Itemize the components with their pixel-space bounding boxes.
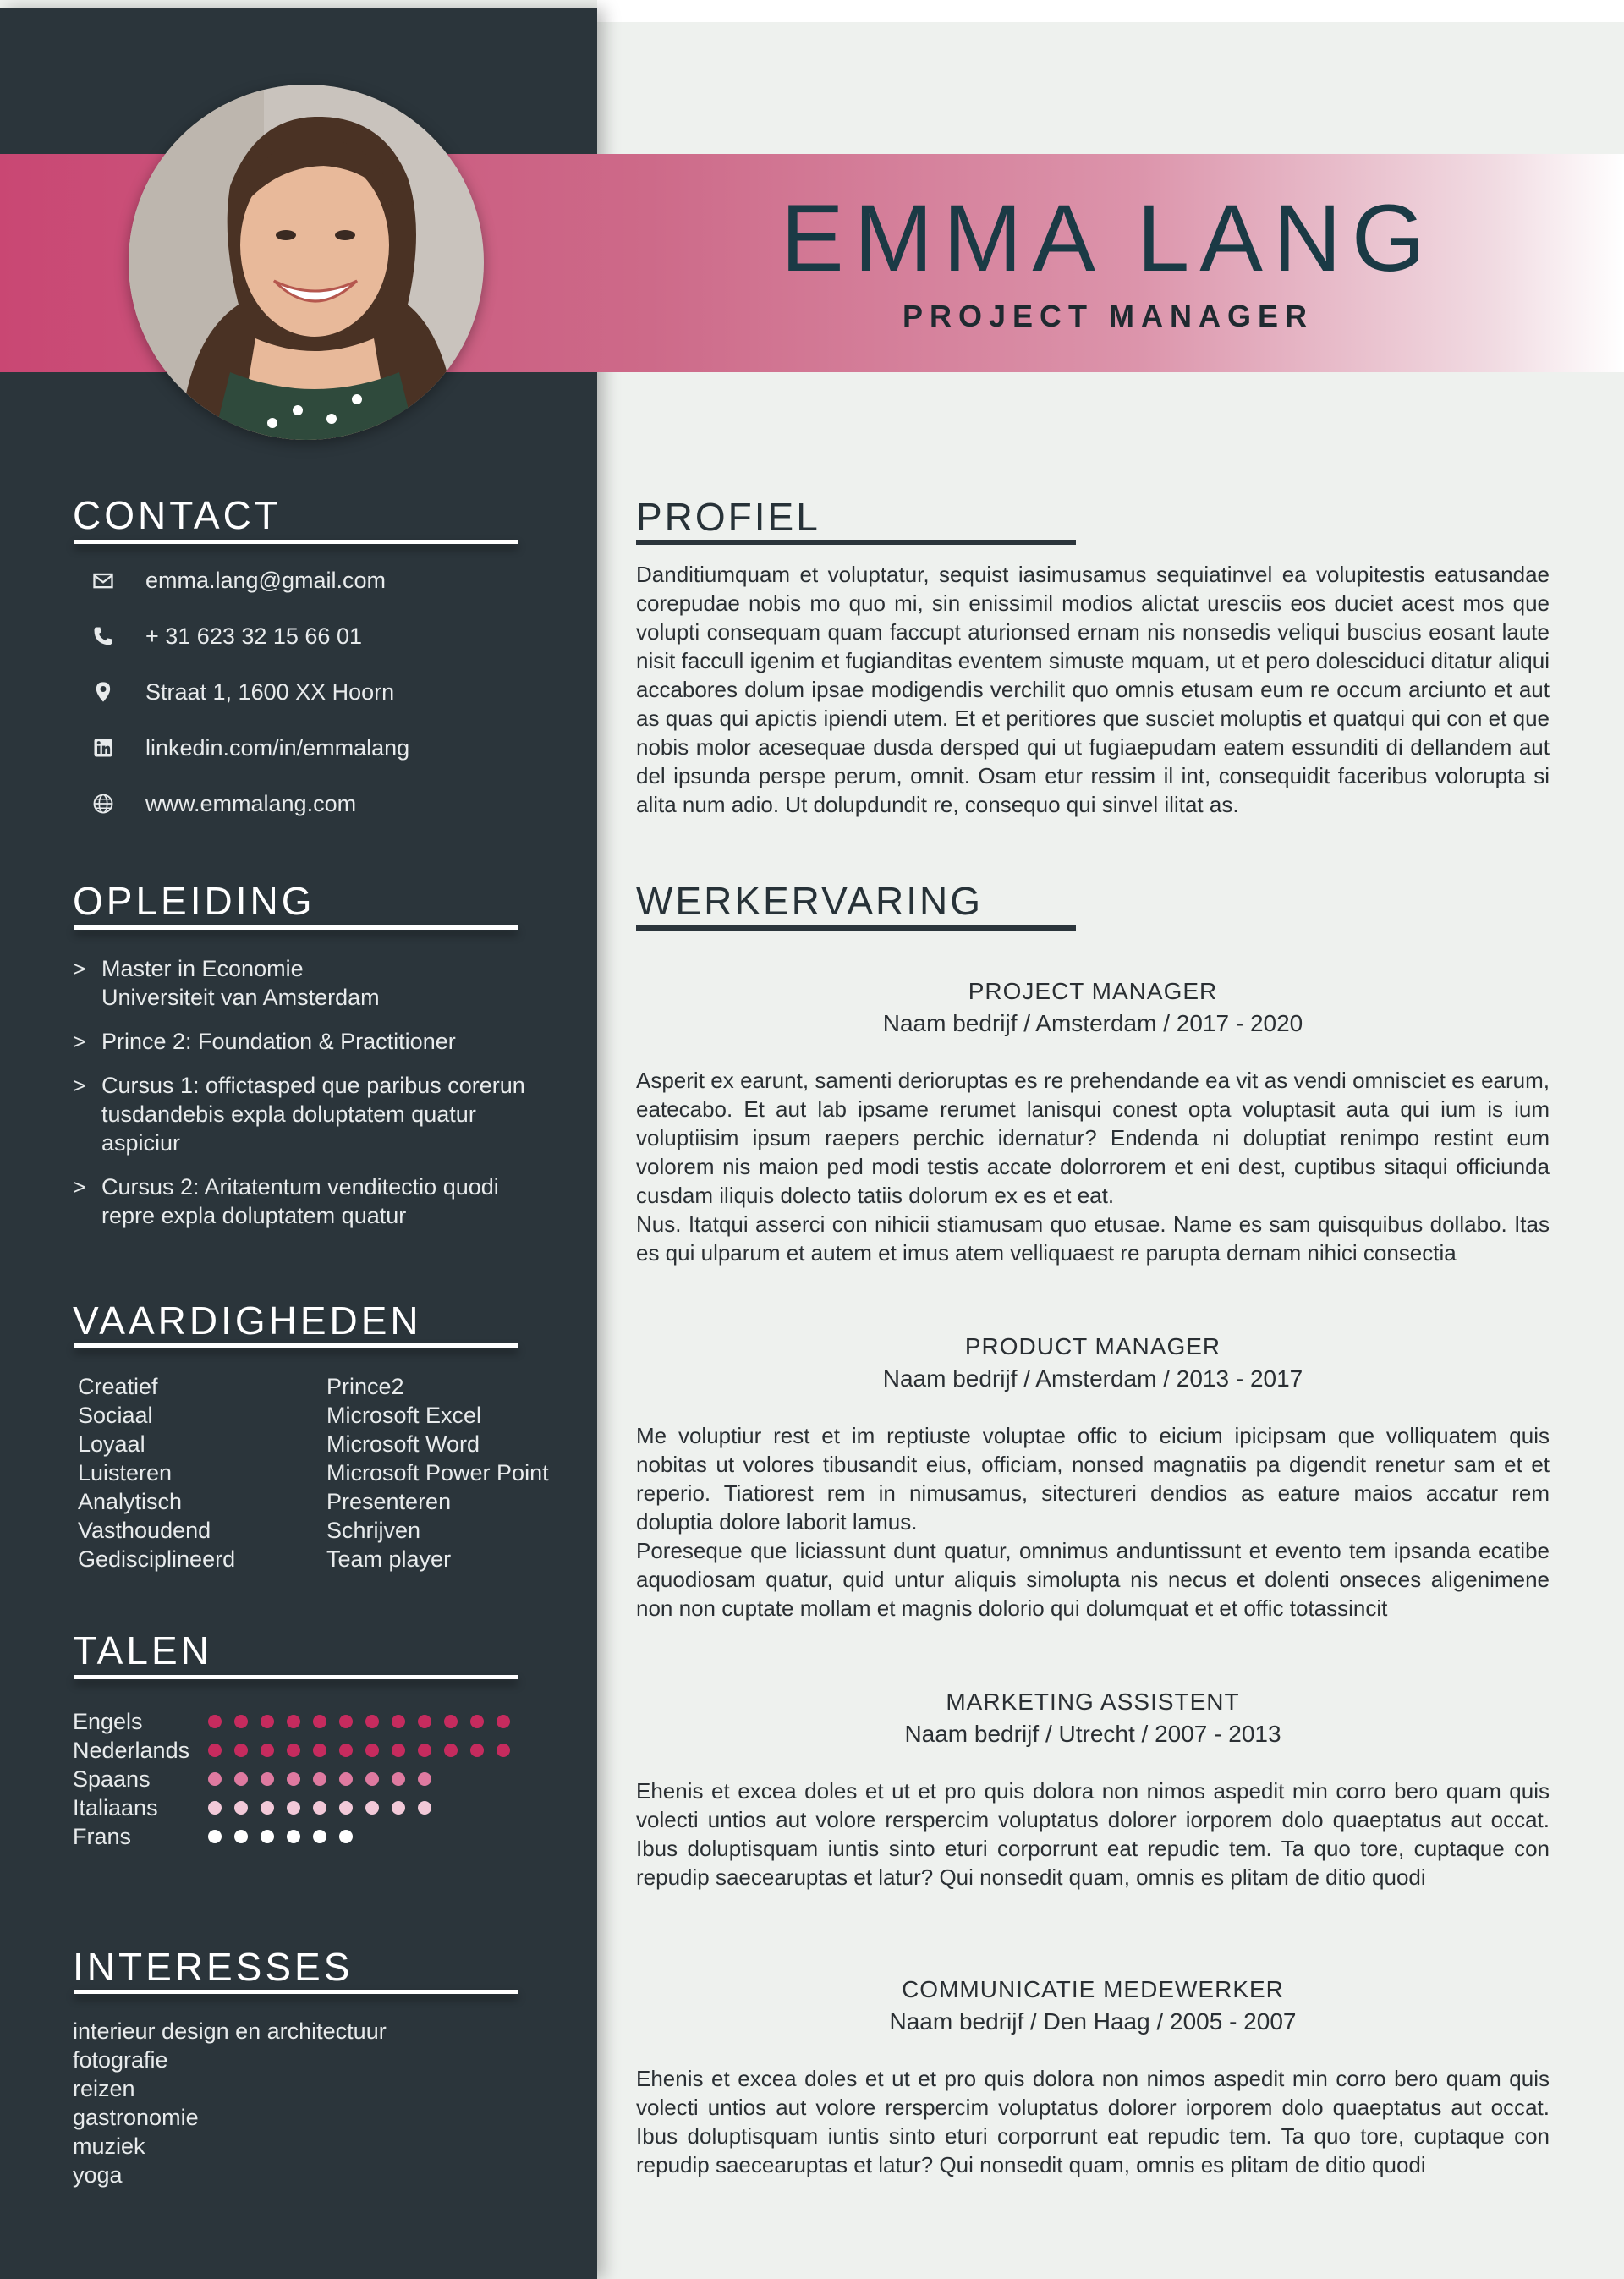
contact-address-text: Straat 1, 1600 XX Hoorn (145, 678, 395, 705)
language-level-dot (365, 1801, 379, 1815)
education-line: Master in Economie (102, 956, 304, 981)
language-level-dot (365, 1744, 379, 1757)
skill-item: Sociaal (78, 1403, 153, 1428)
interests-heading: INTERESSES (73, 1945, 354, 1989)
language-level-dot (234, 1801, 248, 1815)
job-description: Ehenis et excea doles et ut et pro quis dolora non nimos aspedit min corro bero quam quis volecti untios aut volore rerspercim voluptatus dolorer iorporem dolo quaeptatus aut occat. Ibus doluptisquam iuntis sinto eturi corporrunt eat repudic tem. Ta quo tore, cuptaque con repudip saecearuptas et latur? Qui nonsedit quam, omnis es plitam de ditio quodi (636, 2066, 1550, 2177)
language-level-dot (208, 1744, 222, 1757)
language-level-dot (313, 1744, 326, 1757)
chevron-right-icon: > (73, 1174, 86, 1200)
language-name: Italiaans (73, 1794, 158, 1820)
language-row (73, 1736, 546, 1765)
profile-text: Danditiumquam et voluptatur, sequist iasimusamus sequiatinvel ea volupitestis eatusandae corepudae nobis mo quo mi, sin enissimil modios alictat uresciis eos duciet acest mos que volupti consequam quam faccupt aturionsed ernam nis nonsedis veliqui buscius eosant laute nisit faccull igenim et fugianditas eventem simuste mquam, ut et pero dolesciduci ditatur aliqui accabores dolum ipsae modigendis verchilit quo omnis etusam eum re occum arciunto et aut as quas qui apictis ipiendi utem. Et et peritiores que susciet moluptis et quatqui qui con et que nobis molor acesequae dusda dersped qui ut fugiaepudam eatem essunditi di dellandem aut del ipsunda perspe perum, omnit. Osam etur ressim il int, consequidit faceribus volorupta si alita num adio. Ut dolupdundit re, consequo qui sinvel ilitat as. (636, 562, 1550, 817)
skill-item: Presenteren (326, 1489, 452, 1514)
language-level-dot (287, 1801, 300, 1815)
education-line: Universiteit van Amsterdam (102, 985, 380, 1010)
contact-email[interactable] (88, 563, 386, 597)
language-level-dot (392, 1744, 405, 1757)
interests-list (73, 2017, 387, 2189)
language-level-dot (313, 1715, 326, 1728)
interest-item: gastronomie (73, 2105, 199, 2130)
contact-heading: CONTACT (73, 493, 282, 537)
job-description (636, 1421, 1550, 1623)
language-row (73, 1707, 546, 1736)
skill-item: Schrijven (326, 1518, 421, 1543)
contact-address (88, 675, 394, 709)
language-level-dot (418, 1744, 431, 1757)
skills-soft-list (78, 1372, 235, 1573)
language-level-dot (418, 1772, 431, 1786)
language-level-dot (208, 1772, 222, 1786)
language-level-dot (392, 1801, 405, 1815)
language-level-dot (208, 1715, 222, 1728)
envelope-icon (88, 565, 118, 596)
interest-item: muziek (73, 2133, 145, 2159)
job-role: MARKETING ASSISTENT (946, 1689, 1240, 1715)
language-level-dot (287, 1715, 300, 1728)
interests-rule (74, 1990, 518, 1994)
education-line: Cursus 2: Aritatentum venditectio quodi (102, 1174, 499, 1200)
skill-item: Prince2 (326, 1374, 404, 1399)
education-line: repre expla doluptatem quatur (102, 1203, 407, 1228)
job-description-paragraph: Me voluptiur rest et im reptiuste voluptae offic to eicium ipicipsam que volliquatem quis nobitas ut volores tibusandit eius, officiam, nonsed magnatiis pa digendit renetur sam et et reperio. Tiatiorest rem in nimusamus, sitectureri dendios as eature maios accatur rem doluptia dolore laborit lamus. (636, 1423, 1550, 1535)
job-description-paragraph: Nus. Itatqui asserci con nihicii stiamusam quo etusae. Name es sam quisquibus dollabo. Itas es qui ulparum et autem et imus atem velliquaest re parupta dernam nihici consectia (636, 1211, 1550, 1266)
skill-item: Gedisciplineerd (78, 1546, 236, 1572)
contact-website[interactable] (88, 787, 356, 821)
language-level-dot (392, 1772, 405, 1786)
contact-linkedin[interactable] (88, 731, 409, 765)
languages-heading: TALEN (73, 1628, 212, 1672)
globe-icon (88, 788, 118, 819)
profile-photo (129, 85, 484, 440)
language-level-dot (392, 1715, 405, 1728)
language-level-dot (287, 1830, 300, 1843)
chevron-right-icon: > (73, 1029, 86, 1054)
language-level-dot (234, 1715, 248, 1728)
interest-item: fotografie (73, 2047, 168, 2073)
education-item (73, 954, 546, 1012)
language-level-dot (339, 1744, 353, 1757)
experience-rule (636, 925, 1076, 931)
skill-item: Vasthoudend (78, 1518, 211, 1543)
contact-phone[interactable] (88, 619, 362, 653)
language-level-dots (208, 1715, 523, 1728)
education-item (73, 1172, 546, 1230)
job-role: PROJECT MANAGER (968, 978, 1218, 1004)
language-level-dot (497, 1715, 510, 1728)
language-level-dot (470, 1715, 484, 1728)
interest-item: reizen (73, 2076, 135, 2101)
language-level-dots (208, 1744, 523, 1757)
chevron-right-icon: > (73, 956, 86, 981)
language-level-dot (208, 1801, 222, 1815)
language-level-dot (234, 1830, 248, 1843)
contact-website-text: www.emmalang.com (145, 790, 357, 816)
skill-item: Microsoft Word (326, 1431, 480, 1457)
skill-item: Luisteren (78, 1460, 173, 1485)
job-company: Naam bedrijf / Utrecht / 2007 - 2013 (904, 1721, 1281, 1747)
contact-rule (74, 540, 518, 544)
language-level-dot (365, 1772, 379, 1786)
language-level-dot (313, 1830, 326, 1843)
language-level-dot (339, 1801, 353, 1815)
job-company: Naam bedrijf / Den Haag / 2005 - 2007 (889, 2008, 1297, 2035)
language-row (73, 1765, 546, 1793)
job-description (636, 1066, 1550, 1267)
language-row (73, 1793, 546, 1822)
language-level-dot (418, 1715, 431, 1728)
skill-item: Loyaal (78, 1431, 145, 1457)
job-company: Naam bedrijf / Amsterdam / 2017 - 2020 (882, 1010, 1303, 1036)
skills-hard-list (326, 1372, 549, 1573)
language-level-dot (339, 1830, 353, 1843)
chevron-right-icon: > (73, 1073, 86, 1098)
experience-heading: WERKERVARING (636, 879, 984, 923)
language-name: Frans (73, 1823, 132, 1849)
language-name: Nederlands (73, 1737, 190, 1763)
skill-item: Microsoft Excel (326, 1403, 482, 1428)
language-level-dot (208, 1830, 222, 1843)
skill-item: Microsoft Power Point (326, 1460, 549, 1485)
education-item (73, 1027, 546, 1056)
education-line: Prince 2: Foundation & Practitioner (102, 1029, 456, 1054)
candidate-name: EMMA LANG (781, 185, 1435, 291)
language-level-dot (261, 1744, 274, 1757)
skill-item: Team player (326, 1546, 452, 1572)
language-row (73, 1822, 546, 1851)
job-role: PRODUCT MANAGER (964, 1333, 1221, 1359)
language-level-dot (261, 1772, 274, 1786)
education-rule (74, 925, 518, 930)
linkedin-icon (88, 733, 118, 763)
education-item (73, 1071, 546, 1157)
location-pin-icon (88, 677, 118, 707)
interest-item: interieur design en architectuur (73, 2018, 387, 2044)
contact-linkedin-text: linkedin.com/in/emmalang (145, 734, 410, 761)
candidate-title: PROJECT MANAGER (902, 299, 1314, 333)
language-level-dot (444, 1715, 458, 1728)
language-level-dot (287, 1772, 300, 1786)
education-heading: OPLEIDING (73, 879, 315, 923)
skill-item: Creatief (78, 1374, 158, 1399)
language-level-dot (313, 1801, 326, 1815)
contact-email-text: emma.lang@gmail.com (145, 567, 387, 593)
language-level-dot (261, 1801, 274, 1815)
language-level-dots (208, 1772, 444, 1786)
top-strip (597, 0, 1624, 22)
interest-item: yoga (73, 2162, 123, 2188)
languages-rule (74, 1675, 518, 1679)
language-level-dots (208, 1801, 444, 1815)
skills-rule (74, 1343, 518, 1348)
profile-heading: PROFIEL (636, 495, 820, 539)
skill-item: Analytisch (78, 1489, 183, 1514)
language-level-dots (208, 1830, 365, 1843)
contact-phone-text: + 31 623 32 15 66 01 (145, 623, 362, 649)
language-level-dot (365, 1715, 379, 1728)
language-level-dot (234, 1744, 248, 1757)
language-level-dot (287, 1744, 300, 1757)
language-level-dot (497, 1744, 510, 1757)
language-level-dot (418, 1801, 431, 1815)
language-level-dot (261, 1715, 274, 1728)
language-level-dot (313, 1772, 326, 1786)
education-line: tusdandebis expla doluptatem quatur (102, 1101, 476, 1127)
job-description-paragraph: Poreseque que liciassunt dunt quatur, omnimus anduntissunt et evento tem ipsanda ecatibe aquodiosam quatur, quid untur aliquis simolupta nis necus et dolenti onseces aligenimene non non cuptate mollam et magnis dolorio qui dolumquat et et offic totassincit (636, 1538, 1550, 1621)
phone-icon (88, 621, 118, 651)
language-level-dot (444, 1744, 458, 1757)
skills-heading: VAARDIGHEDEN (73, 1299, 422, 1343)
education-line: Cursus 1: offictasped que paribus corerun (102, 1073, 525, 1098)
profile-rule (636, 540, 1076, 545)
language-level-dot (339, 1772, 353, 1786)
language-name: Spaans (73, 1766, 151, 1792)
job-description-paragraph: Asperit ex earunt, samenti derioruptas es re prehendande ea vit as vendi omnisciet es earum, eatecabo. Et aut lab ipsame rerumet lanisqui conest opta voluptasit auta qui ium is ium voluptiisim ipsum raepers perchic idernatur? Endenda ni doluptiat renimpo restint eum volorem nis maion ped modi testis accate dolorrorem et eni dest, cuptibus sitaqui officiunda cusdam iliquis dolecto tatiis dolorum ex es et eat. (636, 1068, 1550, 1208)
language-level-dot (234, 1772, 248, 1786)
job-description: Ehenis et excea doles et ut et pro quis dolora non nimos aspedit min corro bero quam quis volecti untios aut volore rerspercim voluptatus dolorer iorporem dolo quaeptatus aut occat. Ibus doluptisquam iuntis sinto eturi corporrunt eat repudic tem. Ta quo tore, cuptaque con repudip saecearuptas et latur? Qui nonsedit quam, omnis es plitam de ditio quodi (636, 1778, 1550, 1890)
job-role: COMMUNICATIE MEDEWERKER (902, 1976, 1284, 2002)
language-level-dot (261, 1830, 274, 1843)
education-line: aspiciur (102, 1130, 181, 1156)
language-level-dot (339, 1715, 353, 1728)
job-company: Naam bedrijf / Amsterdam / 2013 - 2017 (882, 1365, 1303, 1392)
language-name: Engels (73, 1708, 143, 1734)
language-level-dot (470, 1744, 484, 1757)
